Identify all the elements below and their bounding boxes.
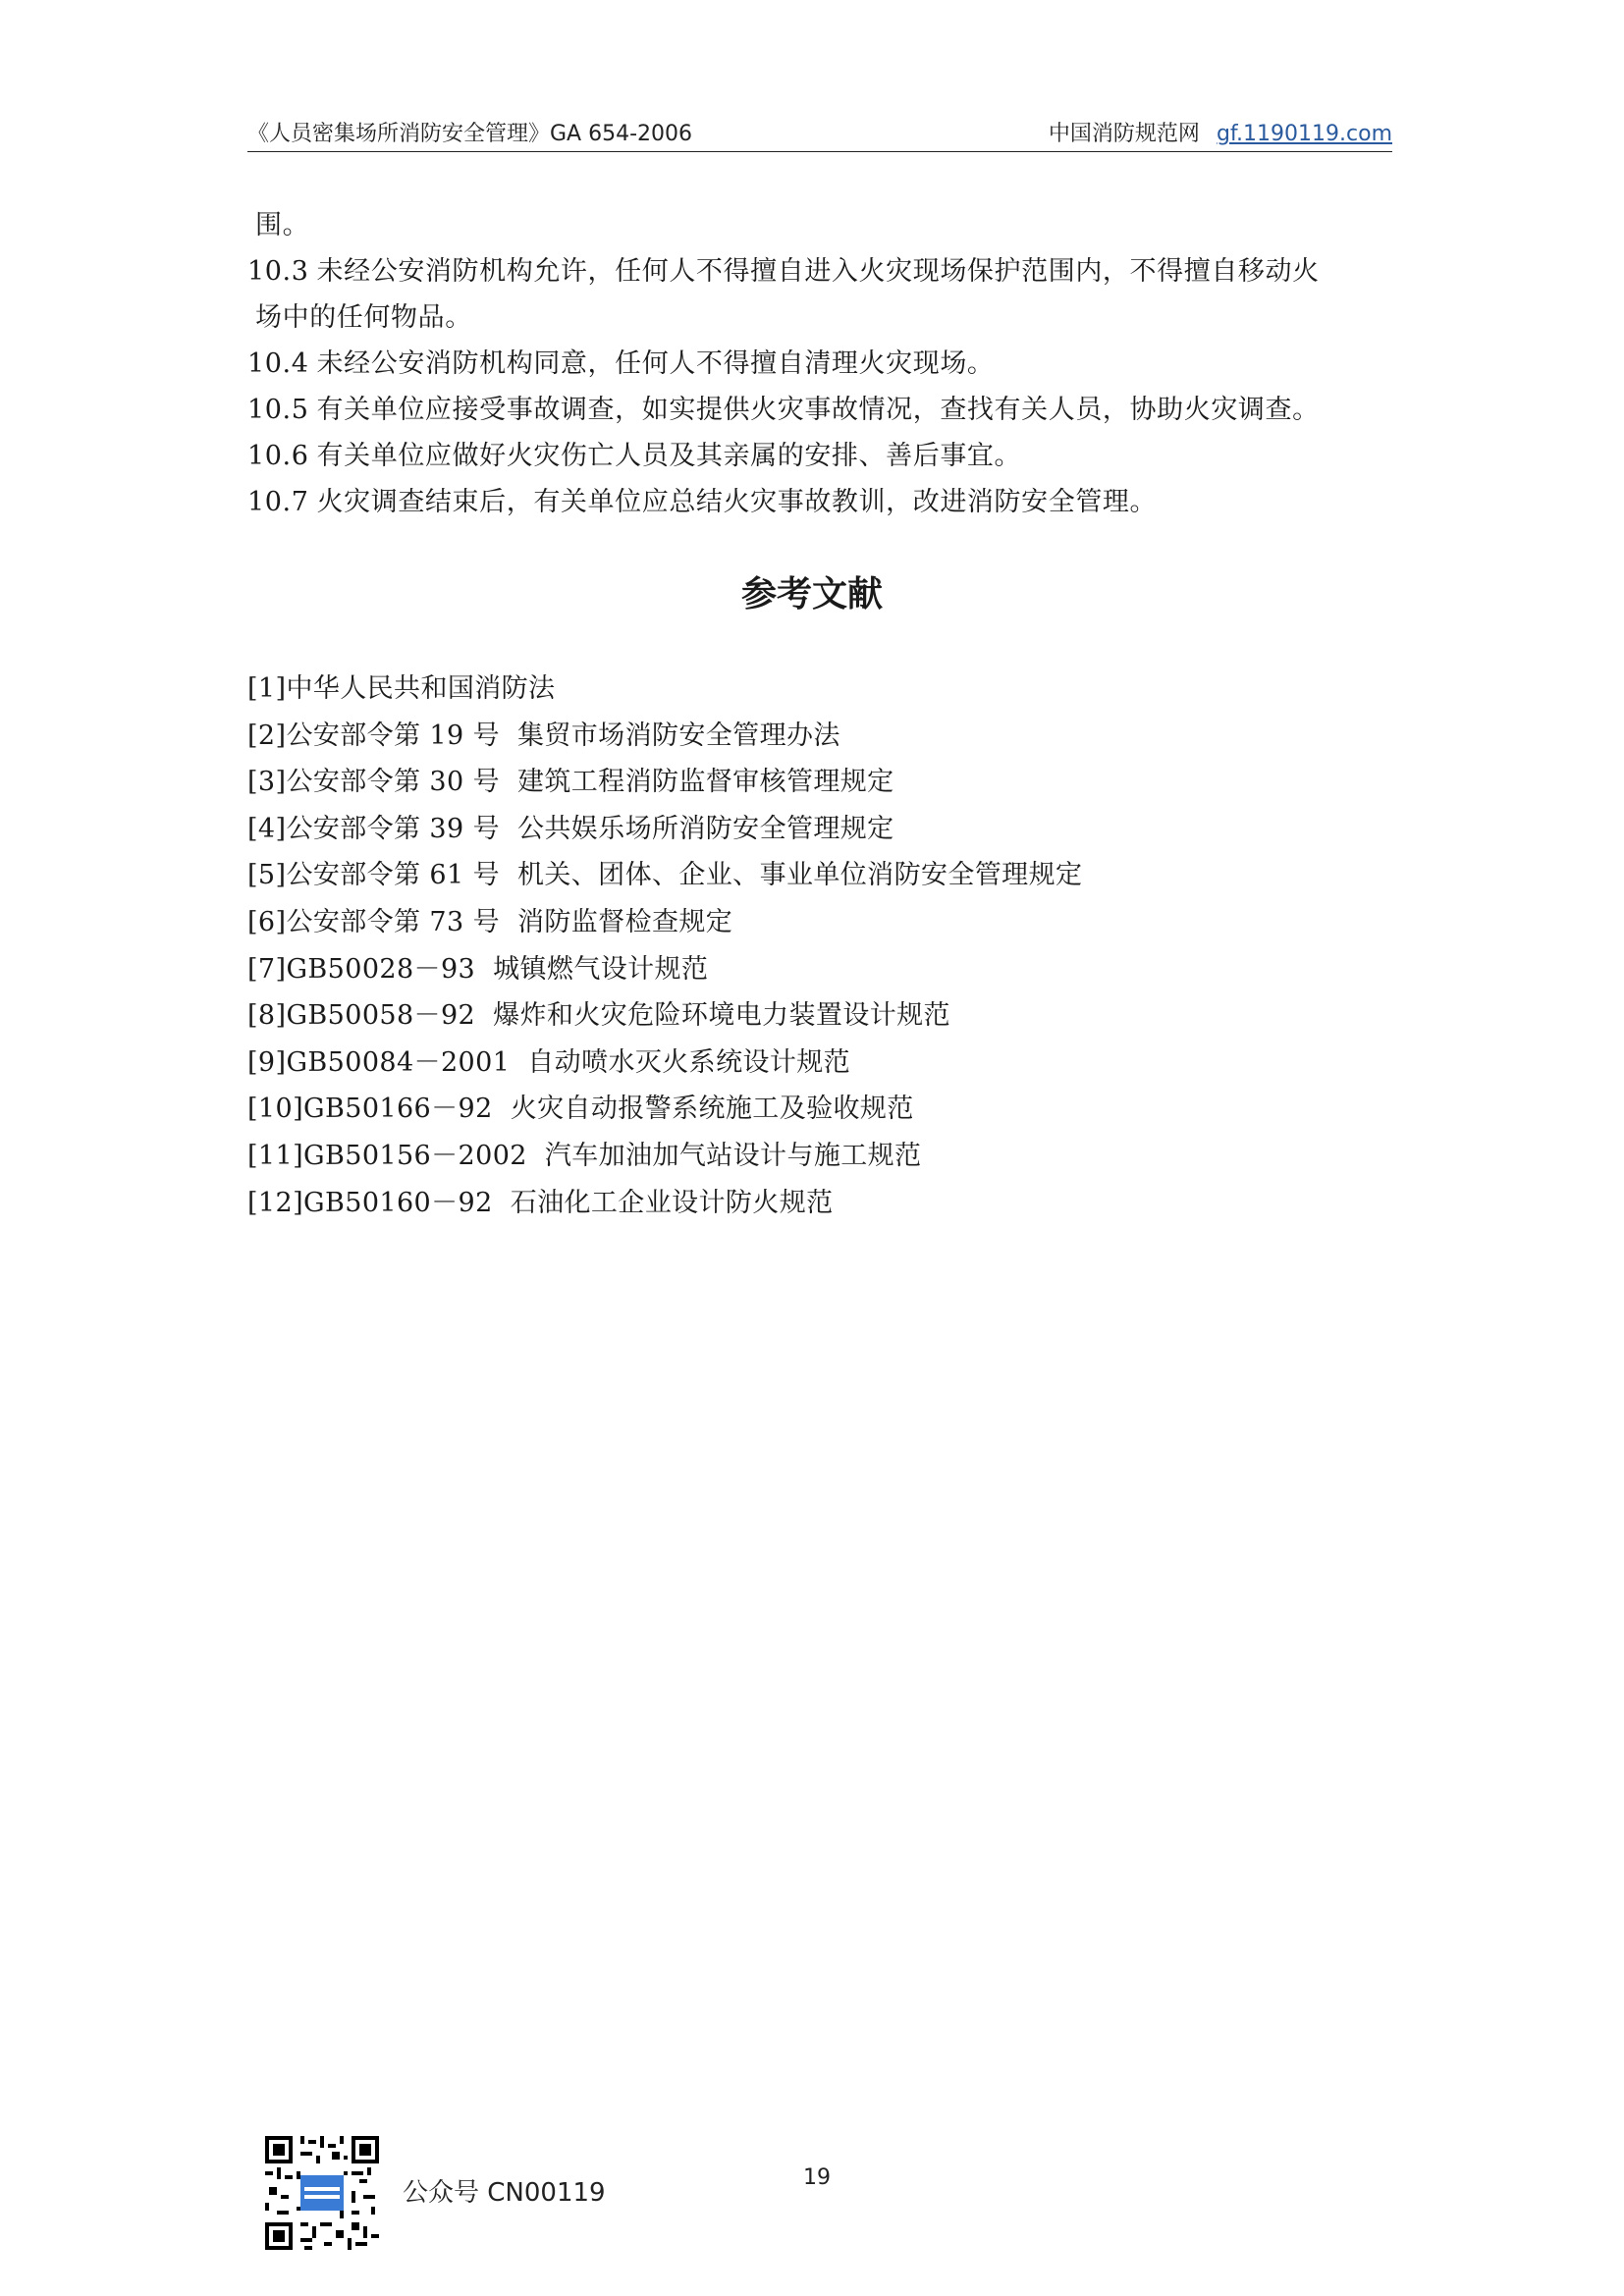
clause-number: 10.7 <box>247 487 309 517</box>
clause-number: 10.5 <box>247 395 309 425</box>
paragraph: 10.3 未经公安消防机构允许，任何人不得擅自进入火灾现场保护范围内，不得擅自移动火 <box>247 256 1320 287</box>
reference-item: [2]公安部令第 19 号 集贸市场消防安全管理办法 <box>247 720 840 751</box>
reference-item: [8]GB50058－92 爆炸和火灾危险环境电力装置设计规范 <box>247 1000 950 1032</box>
qr-code-icon <box>265 2136 379 2250</box>
reference-item: [4]公安部令第 39 号 公共娱乐场所消防安全管理规定 <box>247 813 894 844</box>
site-url-link[interactable]: gf.1190119.com <box>1216 122 1392 146</box>
paragraph: 围。 <box>255 210 310 240</box>
paragraph: 10.4 未经公安消防机构同意，任何人不得擅自清理火灾现场。 <box>247 348 995 379</box>
clause-number: 10.6 <box>247 441 309 471</box>
paragraph: 10.6 有关单位应做好火灾伤亡人员及其亲属的安排、善后事宜。 <box>247 441 1022 471</box>
reference-item: [9]GB50084－2001 自动喷水灭火系统设计规范 <box>247 1046 851 1078</box>
reference-item: [10]GB50166－92 火灾自动报警系统施工及验收规范 <box>247 1094 914 1125</box>
site-credit <box>1049 117 1392 147</box>
body-text <box>247 202 1392 525</box>
paragraph: 10.7 火灾调查结束后，有关单位应总结火灾事故教训，改进消防安全管理。 <box>247 487 1158 517</box>
reference-item: [1]中华人民共和国消防法 <box>247 673 556 704</box>
reference-item: [3]公安部令第 30 号 建筑工程消防监督审核管理规定 <box>247 767 894 798</box>
clause-number: 10.3 <box>247 256 309 287</box>
reference-item: [5]公安部令第 61 号 机关、团体、企业、事业单位消防安全管理规定 <box>247 860 1083 891</box>
paragraph: 场中的任何物品。 <box>255 302 472 333</box>
page-header <box>247 116 1392 152</box>
references-heading: 参考文献 <box>740 574 883 614</box>
reference-item: [12]GB50160－92 石油化工企业设计防火规范 <box>247 1187 834 1218</box>
clause-number: 10.4 <box>247 348 309 379</box>
reference-list <box>247 666 1392 1226</box>
site-name: 中国消防规范网 <box>1048 122 1200 146</box>
wechat-account: 公众号 CN00119 <box>403 2178 606 2208</box>
reference-item: [11]GB50156－2002 汽车加油加气站设计与施工规范 <box>247 1140 922 1171</box>
paragraph: 10.5 有关单位应接受事故调查，如实提供火灾事故情况，查找有关人员，协助火灾调查。 <box>247 395 1320 425</box>
page-number: 19 <box>803 2165 831 2190</box>
reference-item: [6]公安部令第 73 号 消防监督检查规定 <box>247 906 733 937</box>
document-title: 《人员密集场所消防安全管理》GA 654-2006 <box>247 122 693 146</box>
reference-item: [7]GB50028－93 城镇燃气设计规范 <box>247 953 709 985</box>
